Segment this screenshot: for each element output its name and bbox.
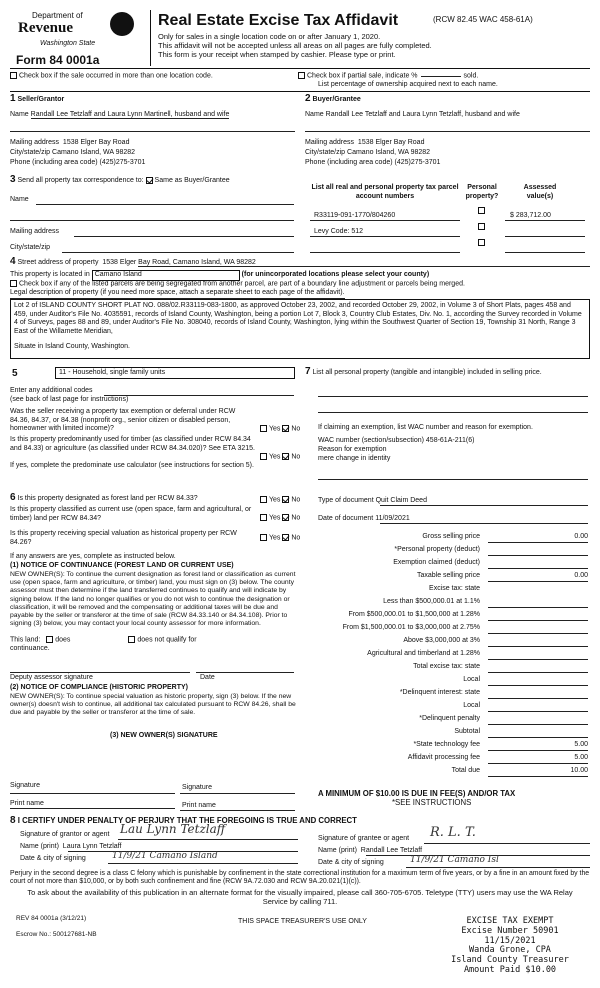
continuance-label: continuance. (10, 645, 50, 652)
legal-label: Legal description of property (if you need more space, attach a separate sheet to each page of the affidavit). (10, 289, 345, 299)
personal-property-checkbox[interactable] (478, 223, 485, 230)
print-name-label: Print name (182, 802, 216, 809)
seller-name-row: Name Randall Lee Tetzlaff and Laura Lynn Martinell, husband and wife (10, 111, 230, 118)
see-instructions: *SEE INSTRUCTIONS (392, 798, 472, 807)
s6-q3-answer[interactable]: Yes No (260, 534, 300, 543)
location-select[interactable]: Camano Island (92, 270, 240, 281)
tax-row-value[interactable]: 0.00 (488, 572, 588, 582)
tax-row-label: *Delinquent penalty (419, 715, 480, 722)
does-checkbox[interactable] (46, 636, 53, 643)
s6-q1-answer[interactable]: Yes No (260, 496, 300, 505)
signature-label: Signature (182, 784, 212, 791)
buyer-mail-row: Mailing address 1538 Elger Bay Road (305, 139, 425, 146)
tax-row-value[interactable] (488, 650, 588, 660)
tax-row-value[interactable]: 0.00 (488, 533, 588, 543)
grantee-sig-label: Signature of grantee or agent (318, 835, 410, 842)
wac-row: WAC number (section/subsection) 458-61A-211(6) (318, 437, 475, 444)
treasurer-label: THIS SPACE TREASURER'S USE ONLY (238, 918, 367, 925)
grantee-date-label: Date & city of signing (318, 859, 384, 866)
legal-description-box[interactable] (10, 299, 590, 359)
tax-row-value[interactable] (488, 637, 588, 647)
stamp-line: Island County Treasurer (451, 955, 569, 966)
stamp-line: 11/15/2021 (484, 935, 536, 946)
tax-row (305, 609, 590, 621)
s6-q1: 6 Is this property designated as forest land per RCW 84.33? (10, 492, 198, 503)
header-note-3: This form is your receipt when stamped by cashier. Please type or print. (158, 50, 396, 59)
tax-row-label: From $1,500,000.01 to $3,000,000 at 2.75% (342, 624, 480, 631)
tax-row-value[interactable] (488, 702, 588, 712)
segregated-check[interactable]: Check box if any of the listed parcels are being segregated from another parcel, are part of a boundary line adjustment or parcels being merged. (10, 280, 465, 289)
s5-q2: Is this property predominantly used for timber (as classified under RCW 84.34 and 84.33) or agriculture (as classified under RCW 84.34.020)? See ETA 3215. (10, 436, 256, 452)
notice2-body: NEW OWNER(S): To continue special valuation as historic property, sign (3) below. If the new owner(s) doesn't wish to continue, all additional tax calculated pursuant to RCW 84.26, shall be due and payable by the seller or transferor at the time of sale. (10, 693, 296, 717)
divider (10, 68, 590, 69)
tax-row (305, 726, 590, 738)
dept-line3: Washington State (40, 40, 96, 47)
tax-row-label: Gross selling price (422, 533, 480, 540)
buyer-city-field[interactable]: Camano Island, WA 98282 (347, 149, 431, 156)
reason-label: Reason for exemption (318, 446, 387, 453)
tax-row (305, 713, 590, 725)
seller-city-field[interactable]: Camano Island, WA 98282 (52, 149, 136, 156)
buyer-mail-field[interactable]: 1538 Elger Bay Road (357, 139, 425, 146)
tax-row (305, 557, 590, 569)
tax-row-label: Local (463, 702, 480, 709)
tax-row-label: *Personal property (deduct) (394, 546, 480, 553)
tax-row-label: From $500,000.01 to $1,500,000 at 1.28% (348, 611, 480, 618)
tax-row-value[interactable] (488, 728, 588, 738)
tax-row (305, 700, 590, 712)
tax-row (305, 570, 590, 582)
section5-num: 5 (12, 368, 18, 379)
grantor-name-field[interactable]: Laura Lynn Tetzlaff (62, 843, 122, 850)
header-divider (150, 10, 151, 66)
does-not-checkbox[interactable] (128, 636, 135, 643)
form-number: Form 84 0001a (16, 53, 100, 67)
tax-row-value[interactable] (488, 689, 588, 699)
situate-text: Situate in Island County, Washington. (14, 343, 130, 350)
form-rcw: (RCW 82.45 WAC 458-61A) (433, 15, 533, 24)
section7-text: 7 List all personal property (tangible and intangible) included in selling price. (305, 366, 542, 377)
notice2-title: (2) NOTICE OF COMPLIANCE (HISTORIC PROPERTY) (10, 684, 188, 691)
tax-row (305, 765, 590, 777)
tax-row-label: Excise tax: state (429, 585, 480, 592)
s6-q2-answer[interactable]: Yes No (260, 514, 300, 523)
notice1-title: (1) NOTICE OF CONTINUANCE (FOREST LAND OR CURRENT USE) (10, 562, 234, 569)
exempt-text: If claiming an exemption, list WAC number and reason for exemption. (318, 424, 533, 431)
tax-row-label: *Delinquent interest: state (399, 689, 480, 696)
perjury-text: Perjury in the second degree is a class C felony which is punishable by confinement in the state correctional institution for a maximum term of five years, or by a fine in an amount fixed by the court of not more than $10,000, or by both such confinement and fine (RCW 9A.72.030 and RCW 9A.20.021(1)(c)). (10, 870, 590, 886)
deputy-date-label: Date (200, 674, 215, 681)
tax-row (305, 687, 590, 699)
buyer-city-row: City/state/zip Camano Island, WA 98282 (305, 149, 431, 156)
doc-date-field[interactable]: 11/09/2021 (375, 515, 410, 522)
grantor-date-label: Date & city of signing (20, 855, 86, 862)
checkbox-icon[interactable] (298, 72, 305, 79)
tax-row-label: *State technology fee (413, 741, 480, 748)
seller-name-field[interactable]: Randall Lee Tetzlaff and Laura Lynn Martinell, husband and wife (30, 111, 230, 118)
header-note-2: This affidavit will not be accepted unless all areas on all pages are fully completed. (158, 41, 432, 50)
buyer-phone-row: Phone (including area code) (425)275-3701 (305, 159, 441, 166)
parcel-col-header: List all real and personal property tax parcel account numbers (311, 184, 459, 200)
divider (10, 91, 590, 92)
tax-row (305, 674, 590, 686)
seller-heading: 1 Seller/Grantor (10, 93, 65, 104)
grantee-signature[interactable]: R. L. T. (430, 825, 476, 840)
checkbox-icon[interactable] (10, 280, 17, 287)
tax-row-label: Agricultural and timberland at 1.28% (367, 650, 480, 657)
grantee-date-city[interactable]: 11/9/21 Camano Isl (410, 855, 499, 865)
enter-codes-label: Enter any additional codes (10, 387, 93, 394)
tax-row (305, 635, 590, 647)
stamp-line: EXCISE TAX EXEMPT (466, 916, 554, 926)
signature-label: Signature (10, 782, 40, 789)
tax-row-label: Local (463, 676, 480, 683)
personal-property-checkbox[interactable] (478, 239, 485, 246)
tax-row-label: Subtotal (454, 728, 480, 735)
tax-row-label: Taxable selling price (416, 572, 480, 579)
grantor-signature[interactable]: Lau Lynn Tetzlaff (120, 822, 226, 836)
buyer-heading: 2 Buyer/Grantee (305, 93, 361, 104)
tax-row (305, 544, 590, 556)
s6-q2: Is this property classified as current use (open space, farm and agricultural, or timber) land per RCW 84.34? (10, 506, 252, 522)
grantee-name-field[interactable]: Randall Lee Tetzlaff (360, 847, 423, 854)
tax-row-value[interactable] (488, 559, 588, 569)
seller-phone-field[interactable]: (425)275-3701 (99, 159, 146, 166)
tax-row (305, 531, 590, 543)
tax-row-label: Exemption claimed (deduct) (393, 559, 480, 566)
rev-label: REV 84 0001a (3/12/21) (16, 915, 87, 922)
use-code-select[interactable]: 11 - Household, single family units (55, 367, 295, 379)
escrow-label: Escrow No.: 500127681-NB (16, 931, 97, 938)
sold-label: sold. (463, 72, 479, 80)
street-row: 4 Street address of property 1538 Elger Bay Road, Camano Island, WA 98282 (10, 256, 256, 267)
grantee-name-row: Name (print) Randall Lee Tetzlaff (318, 847, 423, 854)
buyer-section (305, 93, 590, 166)
s3-name-label: Name (10, 196, 29, 203)
s5-q2b: If yes, complete the predominate use calculator (see instructions for section 5). (10, 462, 254, 469)
section3-heading: 3 Send all property tax correspondence to: Same as Buyer/Grantee (10, 174, 230, 185)
tax-row (305, 648, 590, 660)
tax-row-value[interactable] (488, 598, 588, 608)
tax-row (305, 739, 590, 751)
s6-q3: Is this property receiving special valuation as historical property per RCW 84.26? (10, 530, 237, 546)
tax-row-label: Total excise tax: state (413, 663, 480, 670)
doc-type-field[interactable]: Quit Claim Deed (375, 497, 427, 504)
dept-logo (10, 10, 140, 68)
stamp-line: Amount Paid $10.00 (463, 964, 557, 975)
seller-section (10, 93, 295, 166)
tax-row (305, 583, 590, 595)
multi-location-check[interactable] (10, 72, 213, 81)
buyer-name-row: Name Randall Lee Tetzlaff and Laura Lynn Tetzlaff, husband and wife (305, 111, 520, 118)
notice3-title: (3) NEW OWNER(S) SIGNATURE (110, 732, 218, 739)
notice1-body: NEW OWNER(S): To continue the current designation as forest land or classification as current use (open space, farm and agriculture, or timber) land, you must sign on (3) below. The county assessor must then determine if the land transferred continues to qualify and will indicate by signing below. If the land no longer qualifies or you do not wish to continue the designation or classification, it will be removed and the compensating or additional taxes will be due and payable by the seller or transferor at the time of sale (RCW 84.33.140 or 84.34.108). Prior to signing (3) below, you may contact your local county assessor for more information. (10, 571, 296, 628)
tax-row-label: Total due (451, 767, 480, 774)
print-name-label: Print name (10, 800, 44, 807)
tax-row-value[interactable]: 5.00 (488, 741, 588, 751)
seller-mail-field[interactable]: 1538 Elger Bay Road (62, 139, 130, 146)
tax-row-value[interactable] (488, 663, 588, 673)
availability-text: To ask about the availability of this publication in an alternate format for the visually impaired, please call 360-705-6705. Teletype (TTY) users may use the WA Relay Service by calling 711. (27, 888, 573, 906)
buyer-phone-field[interactable]: (425)275-3701 (394, 159, 441, 166)
seller-phone-row: Phone (including area code) (425)275-3701 (10, 159, 146, 166)
grantor-sig-label: Signature of grantor or agent (20, 831, 110, 838)
tax-row-value[interactable] (488, 624, 588, 634)
certify-text: 8 I CERTIFY UNDER PENALTY OF PERJURY THAT THE FOREGOING IS TRUE AND CORRECT (10, 815, 357, 826)
legal-description: Lot 2 of ISLAND COUNTY SHORT PLAT NO. 088/02.R33119-083-1800, as approved October 23, 2002, and recorded October 29, 2002, in Volume 3 of Short Plats, pages 458 and 459, under Auditor's File No. 4035591, records of Island County, Washington, being a portion Lot 7, Block 3, Country Club Estates, Div. No. 1, according the Survey recorded in Volume 4 of Surveys, pages 88 and 89, under Auditor's File No. 308040, records of Island County, Washington, lying within the Southwest Quarter of Section 19, Township 31 North, Range 3 East of the Willamette Meridian, (14, 302, 582, 335)
multi-location-label: Check box if the sale occurred in more than one location code. (19, 72, 213, 80)
tax-row-label: Less than $500,000.01 at 1.1% (383, 598, 480, 605)
tax-row (305, 596, 590, 608)
treasurer-stamp (440, 917, 580, 976)
form-title: Real Estate Excise Tax Affidavit (158, 12, 399, 29)
doc-type-row: Type of document Quit Claim Deed (318, 497, 427, 504)
tax-row-value[interactable]: 5.00 (488, 754, 588, 764)
personal-property-checkbox[interactable] (478, 207, 485, 214)
s3-mail-label: Mailing address (10, 228, 60, 235)
dept-line1: Department of (32, 11, 83, 20)
stamp-line: Wanda Grone, CPA (469, 945, 551, 956)
grantor-name-row: Name (print) Laura Lynn Tetzlaff (20, 843, 122, 850)
tax-row-label: Above $3,000,000 at 3% (403, 637, 480, 644)
grantor-date-city[interactable]: 11/9/21 Camano Island (112, 851, 218, 861)
reason-field[interactable]: mere change in identity (318, 455, 391, 462)
deputy-label: Deputy assessor signature (10, 674, 93, 681)
s3-city-label: City/state/zip (10, 244, 51, 251)
tax-row (305, 661, 590, 673)
located-row: This property is located in Camano Island (for unincorporated locations please select your county) (10, 270, 429, 281)
tax-row-value[interactable] (488, 546, 588, 556)
tax-row-value[interactable] (488, 676, 588, 686)
levy-code[interactable]: Levy Code: 512 (314, 228, 364, 235)
header-note-1: Only for sales in a single location code on or after January 1, 2020. (158, 32, 381, 41)
parcel-number[interactable]: R33119-091-1770/804260 (314, 212, 396, 219)
seller-mail-row: Mailing address 1538 Elger Bay Road (10, 139, 130, 146)
tax-row-value[interactable] (488, 715, 588, 725)
same-as-buyer-checkbox[interactable] (146, 177, 153, 184)
dept-line2: Revenue (18, 20, 73, 36)
assessed-col-header: Assessed value(s) (523, 184, 557, 200)
s5-q1: Was the seller receiving a property tax exemption or deferral under RCW 84.36, 84.37, or 84.38 (nonprofit org., senior citizen or disabled person, homeowner with limited income)? (10, 408, 236, 432)
partial-sale-label: Check box if partial sale, indicate % (307, 72, 418, 80)
list-pct-note: List percentage of ownership acquired next to each name. (318, 81, 498, 88)
tax-row (305, 622, 590, 634)
tax-row (305, 752, 590, 764)
if-any-text: If any answers are yes, complete as instructed below. (10, 553, 176, 560)
personal-col-header: Personal property? (465, 184, 499, 200)
partial-sale-check[interactable] (298, 72, 478, 81)
wac-field[interactable]: 458-61A-211(6) (425, 437, 475, 444)
street-field[interactable]: 1538 Elger Bay Road, Camano Island, WA 98282 (102, 259, 256, 266)
doc-date-row: Date of document 11/09/2021 (318, 515, 410, 522)
this-land-row: This land: does does not qualify for (10, 636, 197, 644)
s5-q2-answer[interactable]: Yes No (260, 453, 300, 462)
seller-city-row: City/state/zip Camano Island, WA 98282 (10, 149, 136, 156)
assessed-value[interactable]: $ 283,712.00 (510, 212, 551, 219)
s5-q1-answer[interactable]: Yes No (260, 425, 300, 434)
tax-row-value[interactable]: 10.00 (488, 767, 588, 777)
tax-row-label: Affidavit processing fee (407, 754, 480, 761)
wa-seal-icon (110, 12, 134, 36)
tax-row-value[interactable] (488, 611, 588, 621)
checkbox-icon[interactable] (10, 72, 17, 79)
stamp-line: Excise Number 50901 (461, 925, 559, 936)
minimum-fee: A MINIMUM OF $10.00 IS DUE IN FEE(S) AND/OR TAX (318, 789, 516, 798)
see-back-label: (see back of last page for instructions) (10, 396, 129, 403)
buyer-name-field[interactable]: Randall Lee Tetzlaff and Laura Lynn Tetzlaff, husband and wife (325, 111, 520, 118)
